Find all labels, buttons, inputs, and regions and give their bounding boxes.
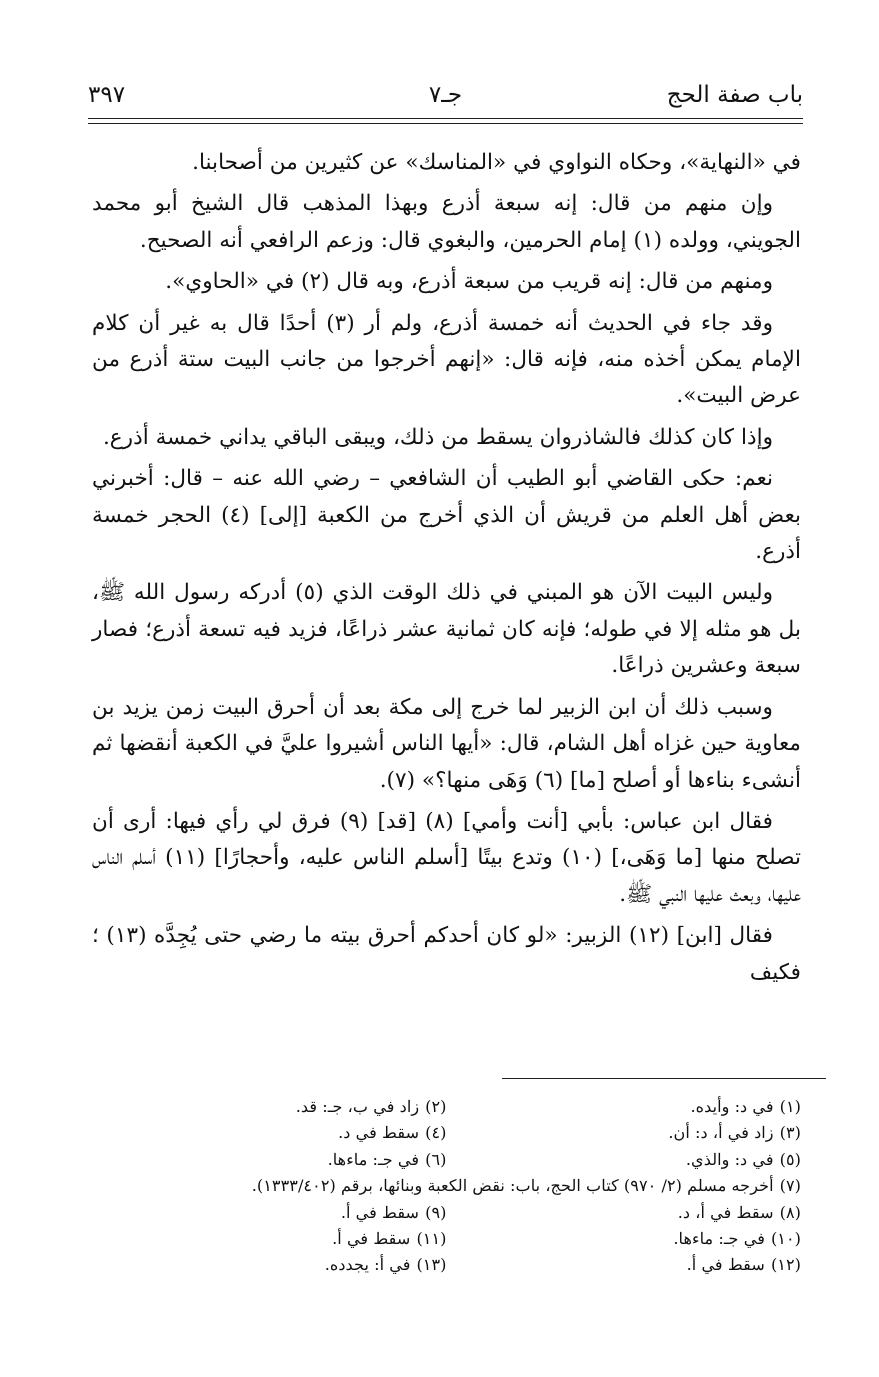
- paragraph: فقال [ابن] (١٢) الزبير: «لو كان أحدكم أحرق بيته ما رضي حتى يُجِدَّه (١٣) ؛ فكيف: [92, 923, 801, 985]
- paragraph: وسبب ذلك أن ابن الزبير لما خرج إلى مكة بعد أن أحرق البيت زمن يزيد بن معاوية حين غزاه أهل الشام، قال: «أيها الناس أشيروا عليَّ في الكعبة أنقضها ثم أنشىء بناءها أو أصلح [ما] (٦) وَهَى منها؟» (٧).: [92, 694, 801, 793]
- header-rule-bottom: [88, 123, 803, 124]
- section-title: باب صفة الحج: [666, 82, 803, 108]
- footnote: (١)في د: وأيده.: [690, 1097, 801, 1116]
- footnote: (٤)سقط في د.: [338, 1123, 447, 1143]
- footnote: (٥)في د: والذي.: [685, 1149, 801, 1169]
- footnote: (٩)سقط في أ.: [340, 1202, 447, 1222]
- main-text: [92, 145, 801, 996]
- footnote: (٢)زاد في ب، جـ: قد.: [295, 1097, 447, 1116]
- footnote: (٣)زاد في أ، د: أن.: [668, 1123, 801, 1143]
- paragraph: ومنهم من قال: إنه قريب من سبعة أذرع، وبه قال (٢) في «الحاوي».: [165, 269, 773, 295]
- footnote: (٨)سقط في أ، د.: [677, 1202, 801, 1222]
- running-header: [88, 82, 803, 114]
- paragraph: في «النهاية»، وحكاه النواوي في «المناسك» عن كثيرين من أصحابنا.: [192, 150, 801, 175]
- paragraph: وإن منهم من قال: إنه سبعة أذرع وبهذا المذهب قال الشيخ أبو محمد الجويني، وولده (١) إمام الحرمين، والبغوي قال: وزعم الرافعي أنه الصحيح.: [92, 191, 801, 253]
- footnote: (١١)سقط في أ.: [332, 1228, 447, 1248]
- paragraph: فقال ابن عباس: بأبي [أنت وأمي] (٨) [قد] (٩) فرق لي رأي فيها: أرى أن تصلح منها [ما وَهَى،] (١٠) وتدع بيتًا [أسلم الناس عليه، وأحجارًا] (١١) أسلم الناس عليها، وبعث عليها النبي ﷺ.: [92, 808, 801, 907]
- paragraph: وإذا كان كذلك فالشاذروان يسقط من ذلك، ويبقى الباقي يداني خمسة أذرع.: [102, 424, 773, 450]
- paragraph: وليس البيت الآن هو المبني في ذلك الوقت الذي (٥) أدركه رسول الله ﷺ، بل هو مثله إلا في طوله؛ فإنه كان ثمانية عشر ذراعًا، فزيد فيه تسعة أذرع؛ فصار سبعة وعشرين ذراعًا.: [92, 580, 801, 679]
- footnotes: [92, 1094, 801, 1279]
- volume-label: جـ٧: [428, 82, 463, 108]
- paragraph: وقد جاء في الحديث أنه خمسة أذرع، ولم أر (٣) أحدًا قال به غير أن كلام الإمام يمكن أخذه منه، فإنه قال: «إنهم أخرجوا من جانب البيت ستة أذرع من عرض البيت».: [92, 310, 801, 409]
- footnote: (١٠)في جـ: ماءها.: [673, 1228, 801, 1248]
- paragraph: نعم: حكى القاضي أبو الطيب أن الشافعي – رضي الله عنه – قال: أخبرني بعض أهل العلم من قريش أن الذي أخرج من الكعبة [إلى] (٤) الحجر خمسة أذرع.: [92, 466, 801, 565]
- footnote: (١٢)سقط في أ.: [686, 1255, 801, 1275]
- footnote: (٦)في جـ: ماءها.: [327, 1149, 447, 1169]
- header-rule-top: [88, 118, 803, 119]
- footnote: (٧)أخرجه مسلم (٢/ ٩٧٠) كتاب الحج، باب: نقض الكعبة وبنائها، برقم (١٣٣٣/٤٠٢).: [251, 1176, 801, 1196]
- footnote-separator: [502, 1078, 826, 1079]
- page-number: ٣٩٧: [88, 82, 126, 108]
- footnote: (١٣)في أ: يجدده.: [324, 1255, 447, 1275]
